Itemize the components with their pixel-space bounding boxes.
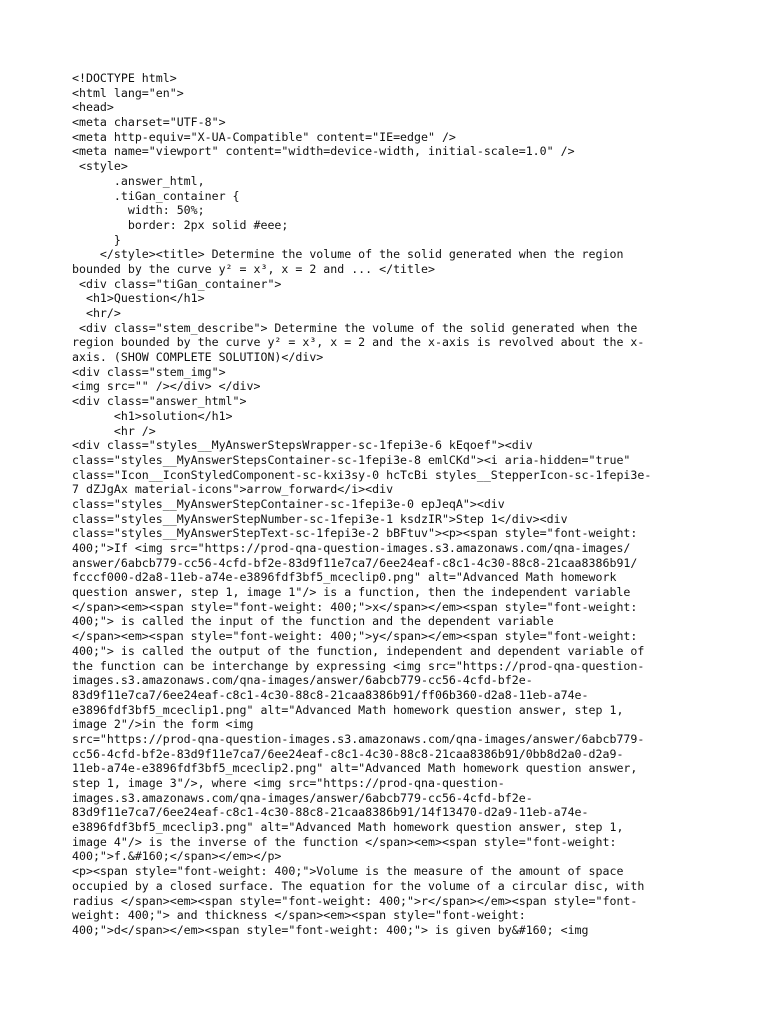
code-line: <div class="stem_img"> — [72, 364, 226, 379]
code-line: 400;"> is called the input of the function and the dependent variable — [72, 614, 554, 629]
code-line: 400;">f.&#160;</span></em></p> — [72, 849, 282, 864]
source-code-document — [72, 71, 702, 938]
code-line: 400;">d</span></em><span style="font-weight: 400;"> is given by&#160; <img — [72, 922, 589, 937]
code-line: <div class="stem_describe"> Determine the volume of the solid generated when the — [72, 320, 638, 335]
code-line: <img src="" /></div> </div> — [72, 379, 261, 394]
code-line: .answer_html, — [72, 173, 205, 188]
code-line: <hr/> — [72, 306, 121, 320]
code-line: 400;">If <img src="https://prod-qna-question-images.s3.amazonaws.com/qna-images/ — [72, 541, 631, 555]
code-line: <hr /> — [72, 423, 156, 438]
code-line: e3896fdf3bf5_mceclip1.png" alt="Advanced Math homework question answer, step 1, — [72, 702, 624, 717]
code-line: bounded by the curve y² = x³, x = 2 and ... </title> — [72, 261, 435, 276]
code-line: <meta http-equiv="X-UA-Compatible" content="IE=edge" /> — [72, 129, 456, 144]
code-line: 11eb-a74e-e3896fdf3bf5_mceclip2.png" alt="Advanced Math homework question answer, — [72, 761, 638, 776]
code-line: .tiGan_container { — [72, 188, 240, 203]
code-line: </style><title> Determine the volume of the solid generated when the region — [72, 247, 624, 262]
code-line: radius </span><em><span style="font-weight: 400;">r</span></em><span style="font- — [72, 893, 638, 908]
code-line: border: 2px solid #eee; — [72, 217, 289, 232]
code-line: region bounded by the curve y² = x³, x = 2 and the x-axis is revolved about the x- — [72, 335, 645, 350]
code-line: <html lang="en"> — [72, 85, 184, 100]
code-line: 7 dZJgAx material-icons">arrow_forward</i><div — [72, 482, 394, 497]
code-line: cc56-4cfd-bf2e-83d9f11e7ca7/6ee24eaf-c8c1-4c30-88c8-21caa8386b91/0bb8d2a0-d2a9- — [72, 746, 624, 761]
code-line: </span><em><span style="font-weight: 400;">y</span></em><span style="font-weight: — [72, 629, 638, 644]
code-line: image 2"/>in the form <img — [72, 717, 254, 732]
code-line: 83d9f11e7ca7/6ee24eaf-c8c1-4c30-88c8-21caa8386b91/ff06b360-d2a8-11eb-a74e- — [72, 687, 589, 702]
code-line: 400;"> is called the output of the function, independent and dependent variable of — [72, 643, 645, 658]
code-line: answer/6abcb779-cc56-4cfd-bf2e-83d9f11e7ca7/6ee24eaf-c8c1-4c30-88c8-21caa8386b91/ — [72, 555, 638, 570]
code-line: e3896fdf3bf5_mceclip3.png" alt="Advanced Math homework question answer, step 1, — [72, 820, 624, 835]
code-line: occupied by a closed surface. The equation for the volume of a circular disc, with — [72, 878, 645, 893]
code-line: step 1, image 3"/>, where <img src="https://prod-qna-question- — [72, 776, 505, 790]
code-line: width: 50%; — [72, 203, 205, 218]
code-line: </span><em><span style="font-weight: 400;">x</span></em><span style="font-weight: — [72, 599, 638, 614]
code-line: <meta name="viewport" content="width=device-width, initial-scale=1.0" /> — [72, 144, 575, 159]
code-line: class="styles__MyAnswerStepsContainer-sc-1fepi3e-8 emlCKd"><i aria-hidden="true" — [72, 452, 631, 467]
code-line: images.s3.amazonaws.com/qna-images/answer/6abcb779-cc56-4cfd-bf2e- — [72, 790, 533, 805]
code-line: } — [72, 232, 121, 247]
code-line: class="styles__MyAnswerStepNumber-sc-1fepi3e-1 ksdzIR">Step 1</div><div — [72, 511, 568, 526]
code-line: image 4"/> is the inverse of the function </span><em><span style="font-weight: — [72, 834, 617, 849]
code-line: class="Icon__IconStyledComponent-sc-kxi3sy-0 hcTcBi styles__StepperIcon-sc-1fepi3e- — [72, 467, 652, 482]
code-line: <div class="tiGan_container"> — [72, 276, 282, 291]
code-line: <div class="answer_html"> — [72, 394, 247, 409]
code-line: weight: 400;"> and thickness </span><em><span style="font-weight: — [72, 908, 526, 923]
code-line: <style> — [72, 159, 128, 174]
code-line: <h1>solution</h1> — [72, 408, 233, 423]
code-line: <meta charset="UTF-8"> — [72, 115, 226, 130]
code-line: <head> — [72, 100, 114, 115]
code-line: <!DOCTYPE html> — [72, 71, 177, 85]
code-line: fcccf000-d2a8-11eb-a74e-e3896fdf3bf5_mceclip0.png" alt="Advanced Math homework — [72, 570, 617, 585]
code-line: images.s3.amazonaws.com/qna-images/answer/6abcb779-cc56-4cfd-bf2e- — [72, 673, 533, 688]
code-line: the function can be interchange by expressing <img src="https://prod-qna-question- — [72, 658, 645, 673]
code-line: axis. (SHOW COMPLETE SOLUTION)</div> — [72, 350, 324, 365]
code-line: <h1>Question</h1> — [72, 291, 205, 306]
code-line: class="styles__MyAnswerStepContainer-sc-1fepi3e-0 epJeqA"><div — [72, 496, 505, 511]
code-line: <div class="styles__MyAnswerStepsWrapper-sc-1fepi3e-6 kEqoef"><div — [72, 438, 533, 453]
code-line: class="styles__MyAnswerStepText-sc-1fepi3e-2 bBFtuv"><p><span style="font-weight: — [72, 526, 638, 541]
code-line: src="https://prod-qna-question-images.s3.amazonaws.com/qna-images/answer/6abcb779- — [72, 731, 645, 746]
code-line: question answer, step 1, image 1"/> is a function, then the independent variable — [72, 585, 631, 600]
code-line: <p><span style="font-weight: 400;">Volume is the measure of the amount of space — [72, 864, 624, 879]
code-line: 83d9f11e7ca7/6ee24eaf-c8c1-4c30-88c8-21caa8386b91/14f13470-d2a9-11eb-a74e- — [72, 805, 589, 820]
